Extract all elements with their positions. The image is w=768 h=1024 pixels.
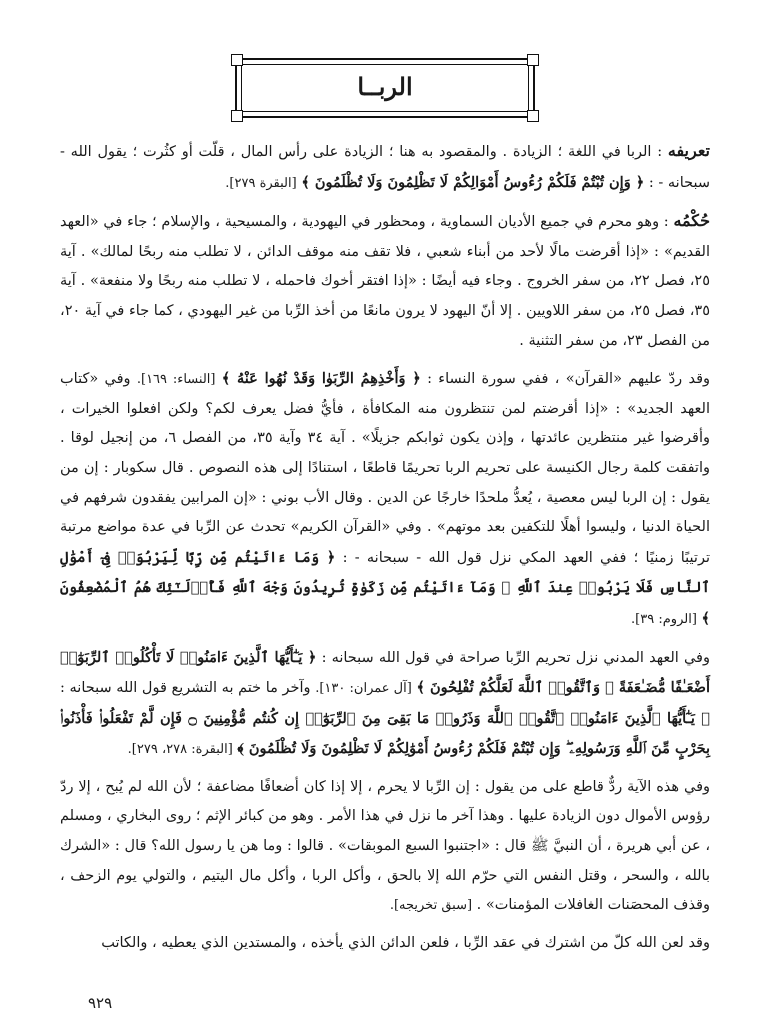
frame-corner <box>527 54 539 66</box>
chapter-title-frame <box>235 58 535 118</box>
chapter-title: الربــا <box>357 72 413 101</box>
madani-paragraph <box>60 643 710 765</box>
frame-corner <box>231 110 243 122</box>
imran-verse: ﴿ يَـٰٓأَيُّهَا ٱلَّذِينَ ءَامَنُوا۟ لَا تَأْكُلُوا۟ ٱلرِّبَوٰٓا۟ أَضْعَـٰفًا مُّضَـٰعَفَةً ۖ وَٱتَّقُوا۟ ٱللَّهَ لَعَلَّكُمْ تُفْلِحُونَ ﴾ <box>60 648 710 697</box>
nisa-verse: ﴿ وَأَخْذِهِمُ الرِّبَوٰا وَقَدْ نُهُوا عَنْهُ ﴾ <box>221 370 421 388</box>
refutation-text-before: وقد ردّ عليهم «القرآن» ، ففي سورة النساء : <box>427 371 711 388</box>
last-text: وقد لعن الله كلّ من اشترك في عقد الرِّبا ، فلعن الدائن الذي يأخذه ، والمستدين الذي يعطيه ، والكاتب <box>101 934 710 951</box>
baqara-verse: ﴿ يَـٰٓأَيُّهَا ٱلَّذِينَ ءَامَنُوا۟ ٱتَّقُوا۟ ٱللَّهَ وَذَرُوا۟ مَا بَقِىَ مِنَ ٱلرِّبَوٰٓا۟ إِن كُنتُم مُّؤْمِنِينَ ۝ فَإِن لَّمْ تَفْعَلُوا۟ فَأْذَنُوا۟ بِحَرْبٍ مِّنَ ٱللَّهِ وَرَسُولِهِۦ ۖ وَإِن تُبْتُمْ فَلَكُمْ رُءُوسُ أَمْوَٰلِكُمْ لَا تَظْلِمُونَ وَلَا تُظْلَمُونَ ﴾ <box>60 709 710 758</box>
ruling-term: حُكْمُه <box>673 211 710 231</box>
definition-ref: [البقرة ٢٧٩]. <box>225 175 297 191</box>
quran-refutation-paragraph <box>60 364 710 634</box>
nisa-ref: [النساء: ١٦٩]. <box>136 372 216 388</box>
hadith-ref: [سبق تخريجه]. <box>389 898 473 914</box>
hadith-paragraph <box>60 773 710 921</box>
page-content <box>60 58 711 1012</box>
definition-text: : الربا في اللغة ؛ الزيادة . والمقصود به هنا ؛ الزيادة على رأس المال ، قلّت أو كثُرت ؛ يقول الله - سبحانه - : <box>60 144 710 191</box>
definition-term: تعريفه <box>667 141 710 160</box>
frame-corner <box>231 54 243 66</box>
rum-ref: [الروم: ٣٩]. <box>631 611 697 627</box>
ruling-text: : وهو محرم في جميع الأديان السماوية ، ومحظور في اليهودية ، والمسيحية ، والإسلام ؛ جاء في «العهد القديم» : «إذا أقرضت مالًا لأحد من أبناء شعبي ، فلا تقف منه موقف الدائن ، لا تطلب منه ربحًا لمالك» . آية ٢٥، فصل ٢٢، من سفر الخروج . وجاء فيه أيضًا : «إذا افتقر أخوك فاحمله ، لا تطلب منه ربحًا ولا منفعة» . آية ٣٥، فصل ٢٥، من سفر اللاويين . إلا أنّ اليهود لا يرون مانعًا من أخذ الرِّبا من غير اليهودي ، كما جاء في آية ٢٠، من الفصل ٢٣، من سفر التثنية . <box>60 214 710 349</box>
rum-verse: ﴿ وَمَا ءَاتَيْتُم مِّن رِّبًا لِّيَرْبُوَا۟ فِىٓ أَمْوَٰلِ ٱلنَّاسِ فَلَا يَرْبُوا۟ عِندَ ٱللَّهِ ۖ وَمَآ ءَاتَيْتُم مِّن زَكَوٰةٍ تُرِيدُونَ وَجْهَ ٱللَّهِ فَأُو۟لَـٰٓئِكَ هُمُ ٱلْمُضْعِفُونَ ﴾ <box>60 548 710 627</box>
hadith-text: وفي هذه الآية ردٌّ قاطع على من يقول : إن الرِّبا لا يحرم ، إلا إذا كان أضعافًا مضاعفة ؛ لأن الله لم يُبح ، إلا ردّ رؤوس الأموال دون الزيادة عليها . وهذا آخر ما نزل في هذا الأمر . وهو من كبائر الإثم ؛ روى البخاري ، ومسلم ، عن أبي هريرة ، أن النبيَّ ﷺ قال : «اجتنبوا السبع الموبقات» . قالوا : وما هن يا رسول الله؟ قال : «الشرك بالله ، والسحر ، وقتل النفس التي حرّم الله إلا بالحق ، وأكل الربا ، وأكل مال اليتيم ، والتولي يوم الزحف ، وقذف المحصَنات الغافلات المؤمنات» . <box>60 778 710 914</box>
refutation-text-after: وفي «كتاب العهد الجديد» : «إذا أقرضتم لمن تنتظرون منه المكافأة ، فأيُّ فضل يعرف لكم؟ ولكن افعلوا الخيرات ، وأقرضوا غير منتظرين عائدتها ، وإذن يكون ثوابكم جزيلًا» . آية ٣٤ وآية ٣٥، من الفصل ٦، من إنجيل لوقا . واتفقت كلمة رجال الكنيسة على تحريم الربا تحريمًا قاطعًا ، استنادًا إلى هذه النصوص . قال سكوبار : إن من يقول : إن الربا ليس معصية ، يُعدُّ ملحدًا خارجًا عن الدين . وقال الأب بوني : «إن المرابين يفقدون شرفهم في الحياة الدنيا ، وليسوا أهلًا للتكفين بعد موتهم» . وفي «القرآن الكريم» تحدث عن الرِّبا في عدة مواضع مرتبة ترتيبًا زمنيًا ؛ ففي العهد المكي نزل قول الله - سبحانه - : <box>60 371 711 566</box>
madani-text-mid: وآخر ما ختم به التشريع قول الله سبحانه : <box>60 680 316 697</box>
definition-paragraph <box>60 136 710 198</box>
ruling-paragraph <box>60 206 710 356</box>
page-number: ٩٢٩ <box>88 994 113 1012</box>
baqara-ref: [البقرة: ٢٧٨، ٢٧٩]. <box>127 742 233 758</box>
last-paragraph <box>60 929 710 959</box>
madani-text-before: وفي العهد المدني نزل تحريم الرِّبا صراحة في قول الله سبحانه : <box>321 649 710 666</box>
imran-ref: [آل عمران: ١٣٠]. <box>315 681 412 697</box>
definition-verse: ﴿ وَإِن تُبْتُمْ فَلَكُمْ رُءُوسُ أَمْوَالِكُمْ لَا تَظْلِمُونَ وَلَا تُظْلَمُونَ ﴾ <box>301 173 645 191</box>
frame-corner <box>527 110 539 122</box>
